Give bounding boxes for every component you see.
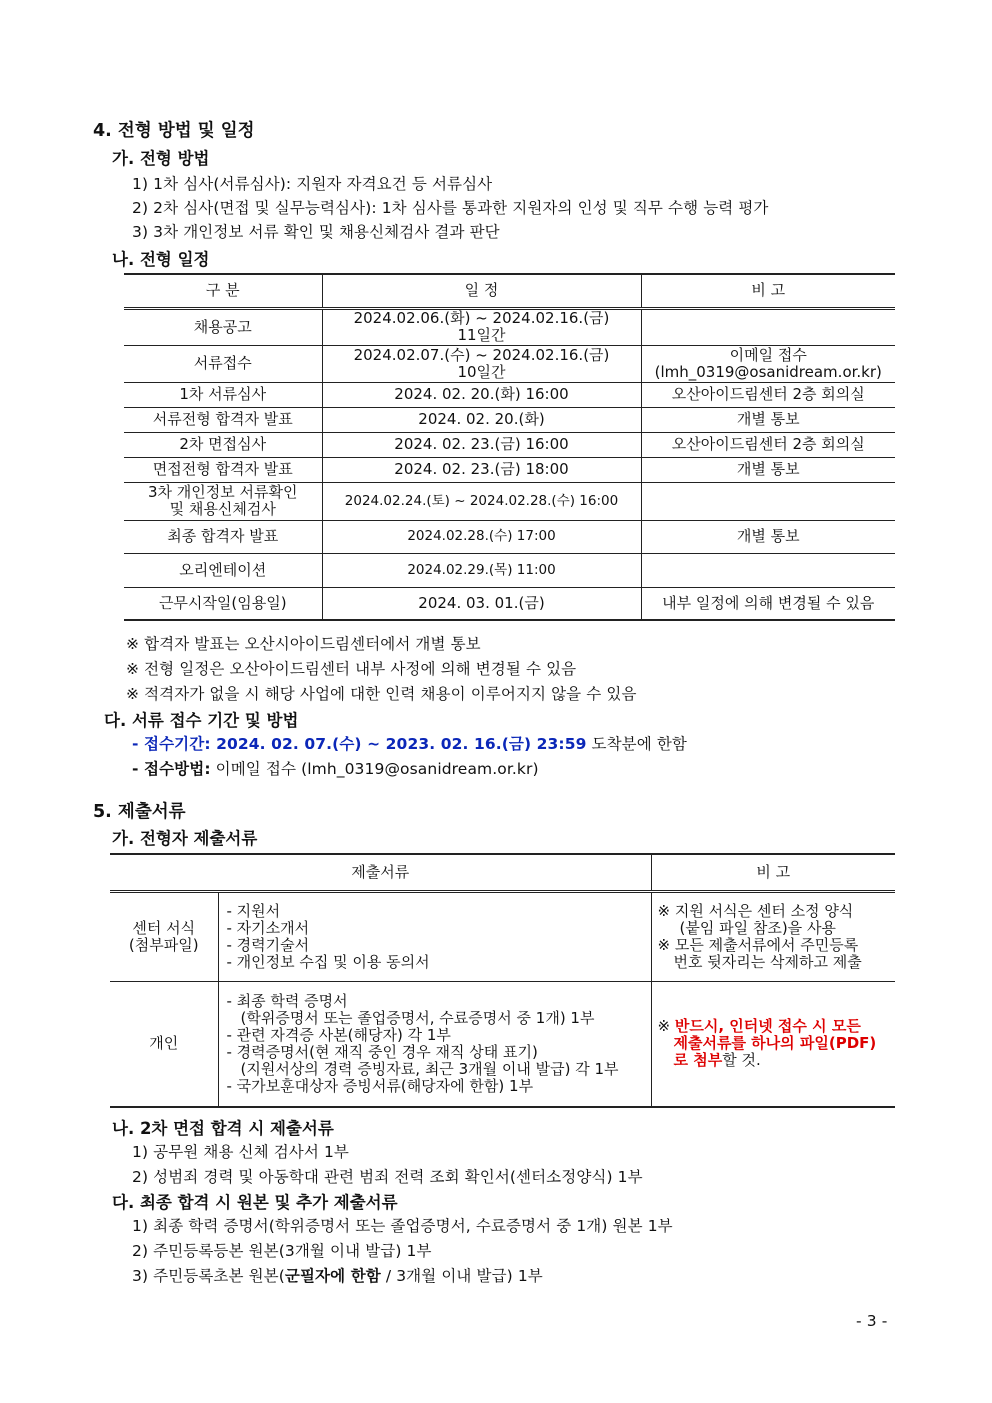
section-4-title: 4. 전형 방법 및 일정 <box>93 121 255 141</box>
section-4c-title: 다. 서류 접수 기간 및 방법 <box>104 711 299 730</box>
method-item-3: 3) 3차 개인정보 서류 확인 및 채용신체검사 결과 판단 <box>132 223 500 241</box>
table-row <box>124 382 895 407</box>
docs-category-personal: 개인 <box>110 981 218 1107</box>
docs-personal-note: ※ 반드시, 인터넷 접수 시 모든 제출서류를 하나의 파일(PDF) 로 첨부할 것. <box>651 981 895 1107</box>
schedule-cell: 오산아이드림센터 2층 회의실 <box>641 432 895 457</box>
schedule-cell: 2024.02.29.(목) 11:00 <box>322 553 641 587</box>
note-3: ※ 적격자가 없을 시 해당 사업에 대한 인력 채용이 이루어지지 않을 수 있음 <box>126 685 637 703</box>
schedule-cell: 서류접수 <box>124 345 322 382</box>
table-row <box>110 891 895 981</box>
docs-personal-items: - 최종 학력 증명서 (학위증명서 또는 졸업증명서, 수료증명서 중 1개) 1부 - 관련 자격증 사본(해당자) 각 1부 - 경력증명서(현 재직 중인 경우 재직 상태 표기) (지원서상의 경력 증빙자료, 최근 3개월 이내 발급) 각 1부 - 국가보훈대상자 증빙서류(해당자에 한함) 1부 <box>218 981 651 1107</box>
schedule-cell: 2024.02.07.(수) ~ 2024.02.16.(금) 10일간 <box>322 345 641 382</box>
table-row <box>124 553 895 587</box>
docs-center-note: ※ 지원 서식은 센터 소정 양식 (붙임 파일 참조)을 사용 ※ 모든 제출서류에서 주민등록 번호 뒷자리는 삭제하고 제출 <box>651 891 895 981</box>
documents-table <box>110 853 895 1108</box>
table-row <box>124 432 895 457</box>
submission-period: - 접수기간: 2024. 02. 07.(수) ~ 2023. 02. 16.(금) 23:59 도착분에 한함 <box>132 735 687 753</box>
interview-doc-1: 1) 공무원 채용 신체 검사서 1부 <box>132 1143 350 1161</box>
schedule-cell: 2024. 02. 20.(화) 16:00 <box>322 382 641 407</box>
schedule-cell: 오리엔테이션 <box>124 553 322 587</box>
schedule-cell: 2024.02.28.(수) 17:00 <box>322 520 641 553</box>
schedule-cell: 개별 통보 <box>641 520 895 553</box>
schedule-cell: 3차 개인정보 서류확인 및 채용신체검사 <box>124 482 322 520</box>
note-2: ※ 전형 일정은 오산아이드림센터 내부 사정에 의해 변경될 수 있음 <box>126 660 577 678</box>
schedule-cell: 서류전형 합격자 발표 <box>124 407 322 432</box>
schedule-cell <box>641 308 895 345</box>
schedule-cell: 개별 통보 <box>641 407 895 432</box>
schedule-header-note: 비 고 <box>641 274 895 308</box>
final-doc-1: 1) 최종 학력 증명서(학위증명서 또는 졸업증명서, 수료증명서 중 1개) 원본 1부 <box>132 1217 673 1235</box>
schedule-cell: 채용공고 <box>124 308 322 345</box>
schedule-cell: 2024. 03. 01.(금) <box>322 587 641 620</box>
section-4b-title: 나. 전형 일정 <box>112 250 210 269</box>
docs-category-center: 센터 서식 (첨부파일) <box>110 891 218 981</box>
table-row <box>124 407 895 432</box>
docs-center-items: - 지원서 - 자기소개서 - 경력기술서 - 개인정보 수집 및 이용 동의서 <box>218 891 651 981</box>
section-5a-title: 가. 전형자 제출서류 <box>112 829 258 848</box>
schedule-cell: 오산아이드림센터 2층 회의실 <box>641 382 895 407</box>
section-5-title: 5. 제출서류 <box>93 802 186 822</box>
final-doc-2: 2) 주민등록등본 원본(3개월 이내 발급) 1부 <box>132 1242 432 1260</box>
section-4a-title: 가. 전형 방법 <box>112 149 210 168</box>
table-row <box>124 482 895 520</box>
table-row <box>110 981 895 1107</box>
method-item-1: 1) 1차 심사(서류심사): 지원자 자격요건 등 서류심사 <box>132 175 493 193</box>
table-row <box>124 457 895 482</box>
schedule-cell <box>641 482 895 520</box>
schedule-cell: 2차 면접심사 <box>124 432 322 457</box>
section-5b-title: 나. 2차 면접 합격 시 제출서류 <box>112 1119 334 1138</box>
table-row <box>124 520 895 553</box>
submission-method: - 접수방법: 이메일 접수 (lmh_0319@osanidream.or.kr) <box>132 760 539 778</box>
schedule-cell: 면접전형 합격자 발표 <box>124 457 322 482</box>
schedule-cell: 근무시작일(임용일) <box>124 587 322 620</box>
schedule-cell: 1차 서류심사 <box>124 382 322 407</box>
schedule-header-date: 일 정 <box>322 274 641 308</box>
schedule-cell: 2024. 02. 23.(금) 18:00 <box>322 457 641 482</box>
schedule-cell: 내부 일정에 의해 변경될 수 있음 <box>641 587 895 620</box>
table-row <box>124 587 895 620</box>
schedule-cell: 최종 합격자 발표 <box>124 520 322 553</box>
schedule-cell: 2024. 02. 23.(금) 16:00 <box>322 432 641 457</box>
schedule-cell: 개별 통보 <box>641 457 895 482</box>
docs-header-note: 비 고 <box>651 854 895 891</box>
table-row <box>124 345 895 382</box>
schedule-header-category: 구 분 <box>124 274 322 308</box>
method-item-2: 2) 2차 심사(면접 및 실무능력심사): 1차 심사를 통과한 지원자의 인성 및 직무 수행 능력 평가 <box>132 199 769 217</box>
final-doc-3: 3) 주민등록초본 원본(군필자에 한함 / 3개월 이내 발급) 1부 <box>132 1267 543 1285</box>
schedule-table <box>124 273 895 621</box>
schedule-cell: 2024.02.24.(토) ~ 2024.02.28.(수) 16:00 <box>322 482 641 520</box>
schedule-cell <box>641 553 895 587</box>
schedule-cell: 2024. 02. 20.(화) <box>322 407 641 432</box>
note-1: ※ 합격자 발표는 오산시아이드림센터에서 개별 통보 <box>126 635 481 653</box>
interview-doc-2: 2) 성범죄 경력 및 아동학대 관련 범죄 전력 조회 확인서(센터소정양식) 1부 <box>132 1168 643 1186</box>
schedule-cell: 2024.02.06.(화) ~ 2024.02.16.(금) 11일간 <box>322 308 641 345</box>
section-5c-title: 다. 최종 합격 시 원본 및 추가 제출서류 <box>112 1193 398 1212</box>
schedule-cell: 이메일 접수 (lmh_0319@osanidream.or.kr) <box>641 345 895 382</box>
table-row <box>124 308 895 345</box>
docs-header-documents: 제출서류 <box>110 854 651 891</box>
page-number: - 3 - <box>856 1312 888 1330</box>
